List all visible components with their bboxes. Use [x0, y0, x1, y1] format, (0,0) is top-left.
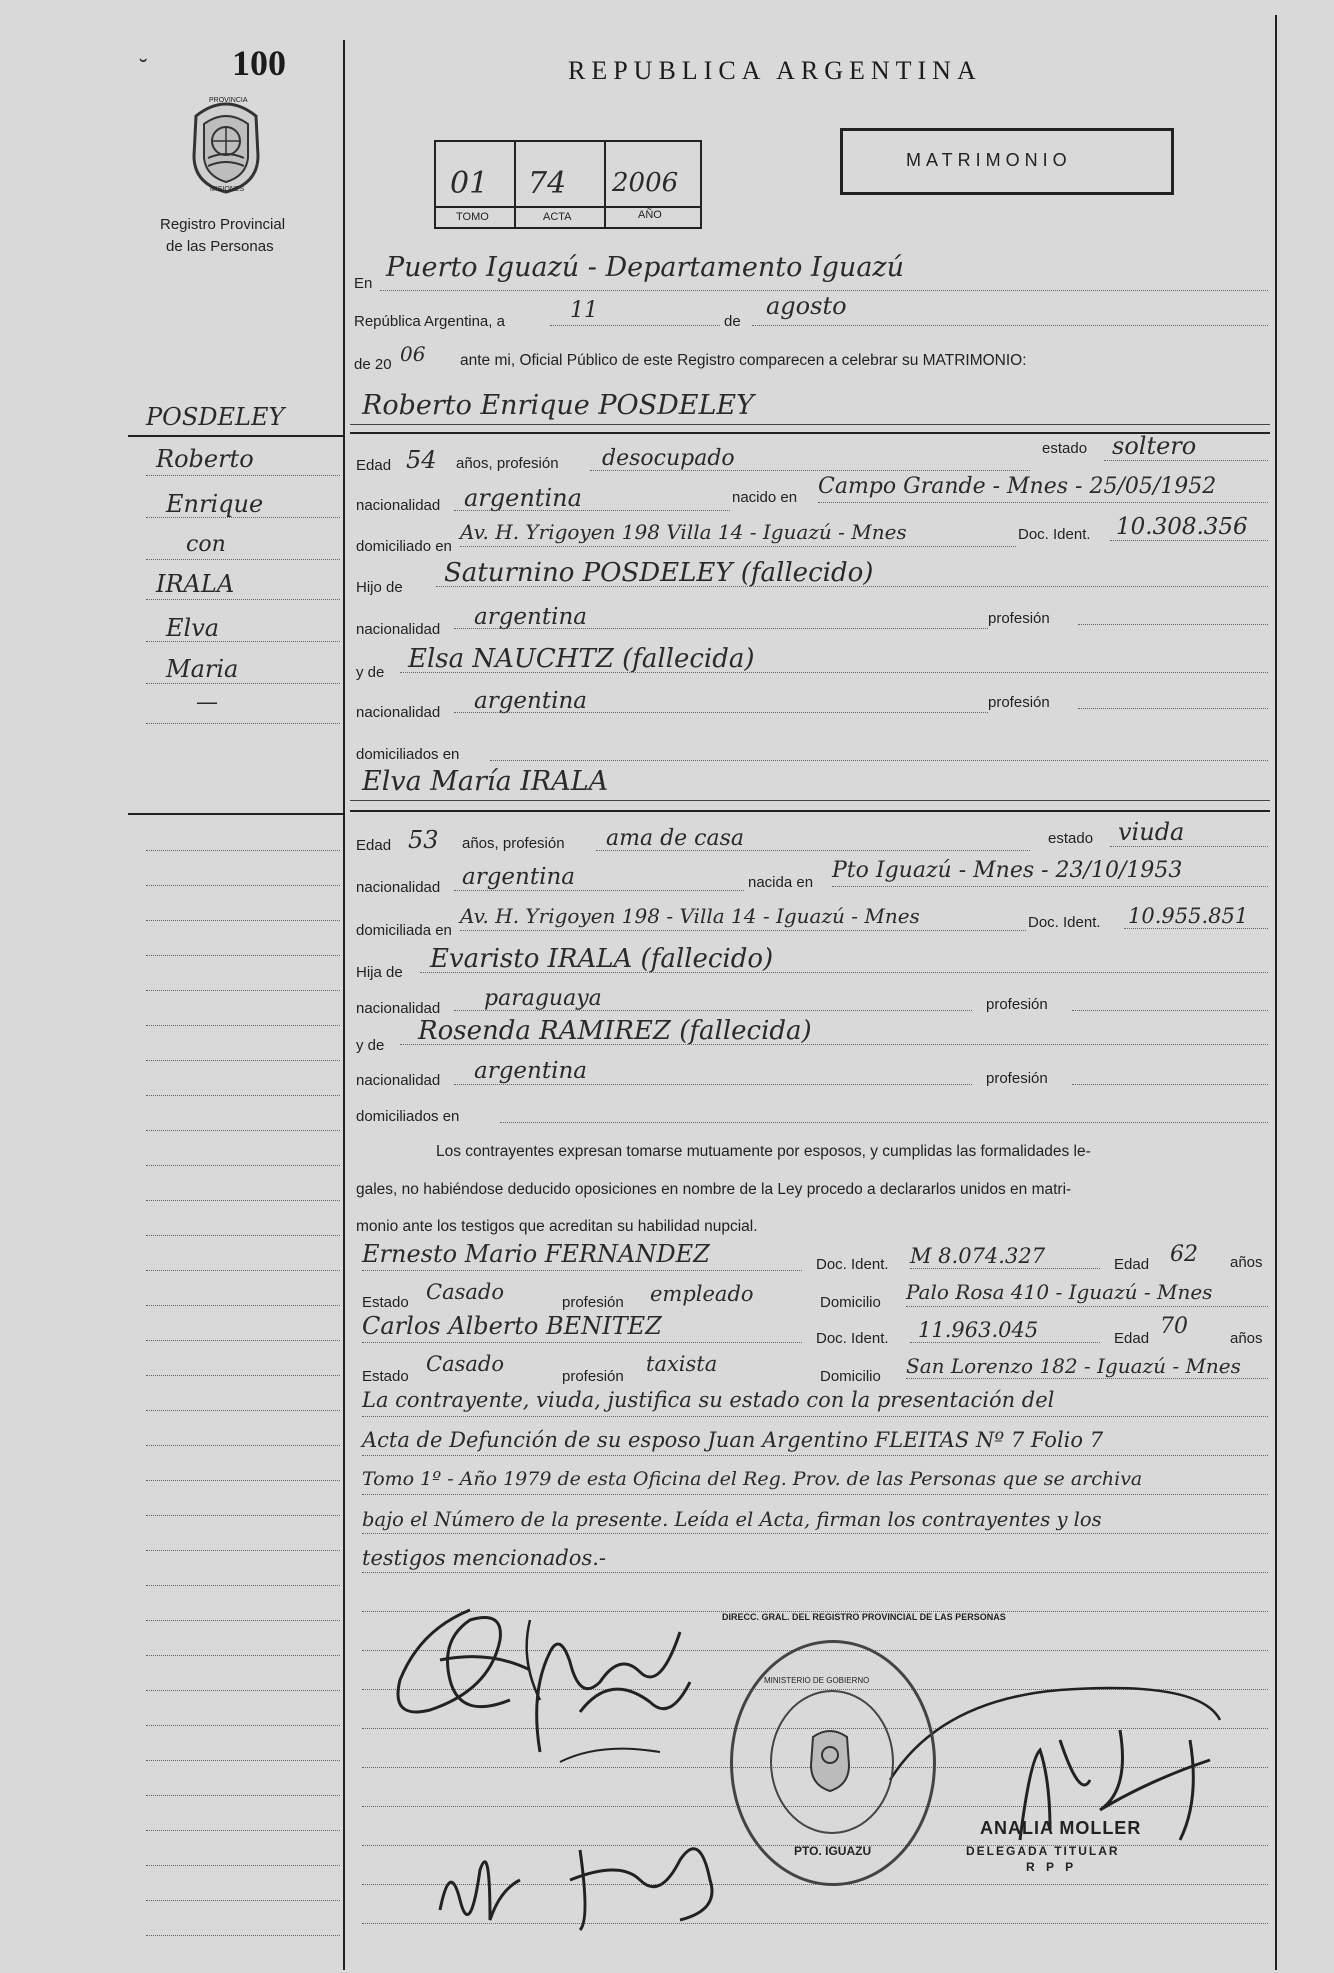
margin-ruling-line [146, 1795, 340, 1796]
margin-ruling-line [146, 641, 340, 642]
groom-address-label: domiciliado en [356, 538, 452, 555]
margin-ruling-line [146, 1410, 340, 1411]
margin-ruling-line [146, 920, 340, 921]
groom-parents-address-label: domiciliados en [356, 746, 460, 763]
witness-2-address-label: Domicilio [820, 1368, 881, 1385]
office-name-line1: Registro Provincial [160, 216, 286, 233]
groom-mother-line [400, 672, 1268, 673]
groom-mother-profession-label: profesión [988, 694, 1050, 711]
intro-de-label: de [724, 313, 741, 330]
intro-republica-label: República Argentina, a [354, 313, 505, 330]
intro-place-line [380, 290, 1268, 291]
anio-label: AÑO [638, 209, 662, 221]
bride-address-label: domiciliada en [356, 922, 452, 939]
bride-age: 53 [408, 826, 439, 854]
left-divider [343, 40, 345, 1970]
bride-parents-address-label: domiciliados en [356, 1108, 460, 1125]
bride-father: Evaristo IRALA (fallecido) [430, 944, 774, 974]
office-name-line2: de las Personas [166, 238, 274, 255]
groom-father-nationality: argentina [474, 604, 587, 630]
margin-ruling-line [146, 1655, 340, 1656]
official-title: DELEGADA TITULAR [966, 1844, 1120, 1858]
witness-2-status-label: Estado [362, 1368, 409, 1385]
witness-1-address-label: Domicilio [820, 1294, 881, 1311]
page-number: 100 [232, 43, 286, 83]
witness-2-name-line [362, 1342, 802, 1343]
intro-year-suffix: 06 [400, 342, 426, 366]
bride-section-rule [350, 810, 1270, 812]
margin-name-0: POSDELEY [146, 403, 285, 431]
anio-value: 2006 [612, 168, 679, 198]
bride-profession-label: años, profesión [462, 835, 565, 852]
margin-ruling-line [146, 1935, 340, 1936]
margin-ruling-line [146, 1830, 340, 1831]
register-divider-2 [604, 142, 606, 228]
signature-witness-2 [560, 1820, 730, 1940]
margin-name-6: Maria [166, 655, 239, 683]
note-line-4: bajo el Número de la presente. Leída el Acta, firman los contrayentes y los [362, 1508, 1102, 1531]
intro-year-prefix: de 20 [354, 356, 392, 373]
margin-ruling-line [146, 1515, 340, 1516]
bride-status: viuda [1118, 818, 1185, 846]
witness-1-profession-label: profesión [562, 1294, 624, 1311]
margin-ruling-line [146, 1620, 340, 1621]
groom-profession-label: años, profesión [456, 455, 559, 472]
margin-ruling-line [146, 1375, 340, 1376]
margin-name-4: IRALA [156, 570, 235, 598]
margin-ruling-line [146, 1305, 340, 1306]
witness-1-name-line [362, 1270, 802, 1271]
groom-status-line [1104, 460, 1268, 461]
bride-nationality-label: nacionalidad [356, 879, 441, 896]
body-ruling-line [362, 1572, 1268, 1573]
witness-2-address: San Lorenzo 182 - Iguazú - Mnes [906, 1354, 1241, 1378]
margin-ruling-line [146, 1550, 340, 1551]
seal-crest-icon [805, 1725, 855, 1795]
bride-address: Av. H. Yrigoyen 198 - Villa 14 - Iguazú - Mnes [460, 904, 920, 928]
witness-1-doc-line [910, 1268, 1100, 1269]
note-line-3: Tomo 1º - Año 1979 de esta Oficina del Reg. Prov. de las Personas que se archiva [362, 1468, 1143, 1490]
margin-ruling-line [146, 885, 340, 886]
margin-ruling-line [146, 850, 340, 851]
intro-month-line [752, 325, 1268, 326]
bride-profession-line [596, 850, 1030, 851]
bride-profession: ama de casa [606, 826, 745, 851]
witness-2-doc: 11.963.045 [918, 1318, 1039, 1342]
groom-father-profession-line [1078, 624, 1268, 625]
margin-ruling-line [146, 1130, 340, 1131]
margin-ruling-line [146, 1725, 340, 1726]
body-ruling-line [362, 1455, 1268, 1456]
acta-label: ACTA [543, 211, 572, 223]
margin-ruling-line [146, 723, 340, 724]
margin-ruling-line [146, 1095, 340, 1096]
signature-witness-1 [430, 1830, 530, 1950]
witness-2-status: Casado [426, 1352, 504, 1376]
bride-mother-profession-label: profesión [986, 1070, 1048, 1087]
margin-ruling-line [146, 955, 340, 956]
bride-status-line [1110, 846, 1268, 847]
register-divider-1 [514, 142, 516, 228]
bride-doc-label: Doc. Ident. [1028, 914, 1101, 931]
seal-bottom-text: PTO. IGUAZU [794, 1844, 872, 1858]
bride-nationality: argentina [462, 864, 575, 890]
note-line-5: testigos mencionados.- [362, 1546, 607, 1570]
right-border [1275, 15, 1277, 1970]
bride-father-nationality: paraguaya [484, 986, 602, 1011]
groom-father: Saturnino POSDELEY (fallecido) [444, 558, 874, 588]
witness-1-address-line [906, 1306, 1268, 1307]
bride-mother-nationality-label: nacionalidad [356, 1072, 441, 1089]
groom-father-nationality-label: nacionalidad [356, 621, 441, 638]
witness-2-age: 70 [1160, 1314, 1188, 1339]
margin-name-7: — [196, 690, 218, 715]
bride-father-nationality-line [454, 1010, 972, 1011]
margin-name-5: Elva [166, 614, 220, 642]
seal-inner-text: MINISTERIO DE GOBIERNO [764, 1676, 870, 1685]
bride-mother-profession-line [1072, 1084, 1268, 1085]
bride-parents-address-line [500, 1122, 1268, 1123]
groom-name-line [350, 424, 1270, 425]
groom-parents-address-line [490, 760, 1268, 761]
margin-ruling-line [146, 559, 340, 560]
witness-1-status-label: Estado [362, 1294, 409, 1311]
groom-nationality: argentina [464, 484, 582, 512]
intro-day-line [550, 325, 720, 326]
witness-2-profession: taxista [646, 1352, 718, 1376]
bride-doc-line [1124, 928, 1268, 929]
margin-rule-top [128, 435, 343, 437]
witness-2-profession-label: profesión [562, 1368, 624, 1385]
tomo-label: TOMO [456, 211, 489, 223]
body-ruling-line [362, 1494, 1268, 1495]
declaration-line-1: Los contrayentes expresan tomarse mutuamente por esposos, y cumplidas las formalidades le- [436, 1143, 1091, 1160]
bride-nationality-line [454, 890, 744, 891]
official-office: R P P [1026, 1860, 1078, 1874]
margin-ruling-line [146, 1340, 340, 1341]
margin-ruling-line [146, 599, 340, 600]
witness-1-age: 62 [1170, 1242, 1198, 1267]
bride-mother-line [400, 1044, 1268, 1045]
bride-doc: 10.955.851 [1128, 904, 1249, 928]
margin-ruling-line [146, 517, 340, 518]
bride-mother-label: y de [356, 1037, 385, 1054]
groom-mother-nationality-line [454, 712, 988, 713]
margin-ruling-line [146, 1760, 340, 1761]
margin-name-3: con [186, 532, 226, 557]
register-label-line [436, 206, 700, 208]
groom-birth-line [818, 502, 1268, 503]
margin-ruling-line [146, 1865, 340, 1866]
witness-1-doc: M 8.074.327 [910, 1244, 1046, 1268]
witness-2-doc-label: Doc. Ident. [816, 1330, 889, 1347]
country-title: REPUBLICA ARGENTINA [568, 56, 982, 85]
margin-ruling-line [146, 1690, 340, 1691]
bride-mother-nationality: argentina [474, 1058, 587, 1084]
margin-ruling-line [146, 1025, 340, 1026]
bride-father-nationality-label: nacionalidad [356, 1000, 441, 1017]
body-ruling-line [362, 1533, 1268, 1534]
bride-mother: Rosenda RAMIREZ (fallecida) [418, 1016, 812, 1046]
witness-1-years-label: años [1230, 1254, 1263, 1271]
margin-ruling-line [146, 1585, 340, 1586]
bride-name: Elva María IRALA [362, 766, 609, 797]
intro-month: agosto [766, 292, 847, 320]
intro-en-label: En [354, 275, 373, 292]
groom-profession-line [590, 470, 1030, 471]
tomo-value: 01 [450, 166, 489, 201]
bride-father-profession-label: profesión [986, 996, 1048, 1013]
groom-nationality-line [454, 510, 730, 511]
intro-day: 11 [570, 298, 598, 323]
margin-ruling-line [146, 475, 340, 476]
witness-1-name: Ernesto Mario FERNANDEZ [362, 1240, 710, 1268]
margin-ruling-line [146, 683, 340, 684]
groom-birth: Campo Grande - Mnes - 25/05/1952 [818, 474, 1217, 499]
groom-nationality-label: nacionalidad [356, 497, 441, 514]
witness-2-age-label: Edad [1114, 1330, 1150, 1347]
bride-birth-label: nacida en [748, 874, 814, 891]
witness-2-years-label: años [1230, 1330, 1263, 1347]
bride-age-label: Edad [356, 837, 392, 854]
intro-place: Puerto Iguazú - Departamento Iguazú [386, 252, 905, 283]
margin-ruling-line [146, 1445, 340, 1446]
margin-name-1: Roberto [156, 445, 254, 473]
declaration-line-3: monio ante los testigos que acreditan su habilidad nupcial. [356, 1218, 758, 1235]
bride-status-label: estado [1048, 830, 1094, 847]
groom-age: 54 [406, 446, 437, 474]
groom-father-label: Hijo de [356, 579, 403, 596]
bride-birth: Pto Iguazú - Mnes - 23/10/1953 [832, 858, 1183, 883]
groom-profession: desocupado [602, 446, 735, 471]
groom-birth-label: nacido en [732, 489, 798, 506]
body-ruling-line [362, 1416, 1268, 1417]
margin-rule-bottom [128, 813, 343, 815]
witness-2-name: Carlos Alberto BENITEZ [362, 1312, 662, 1340]
margin-ruling-line [146, 1200, 340, 1201]
dash-mark: ˘ [140, 55, 148, 80]
groom-age-label: Edad [356, 457, 392, 474]
note-line-2: Acta de Defunción de su esposo Juan Argentino FLEITAS Nº 7 Folio 7 [362, 1428, 1104, 1452]
provincial-crest-icon [186, 96, 266, 196]
margin-ruling-line [146, 1165, 340, 1166]
intro-comparecen: ante mi, Oficial Público de este Registro comparecen a celebrar su MATRIMONIO: [460, 352, 1027, 369]
groom-doc-label: Doc. Ident. [1018, 526, 1091, 543]
witness-1-doc-label: Doc. Ident. [816, 1256, 889, 1273]
groom-father-nationality-line [454, 628, 988, 629]
bride-name-line [350, 800, 1270, 801]
acta-value: 74 [528, 166, 567, 201]
groom-doc-line [1110, 540, 1268, 541]
witness-1-address: Palo Rosa 410 - Iguazú - Mnes [906, 1280, 1213, 1304]
bride-father-line [420, 972, 1268, 973]
bride-father-label: Hija de [356, 964, 403, 981]
groom-address-line [460, 546, 1016, 547]
margin-ruling-line [146, 1235, 340, 1236]
official-name: ANALIA MOLLER [980, 1818, 1142, 1838]
document-type: MATRIMONIO [906, 150, 1072, 170]
groom-status-label: estado [1042, 440, 1088, 457]
groom-address: Av. H. Yrigoyen 198 Villa 14 - Iguazú - Mnes [460, 520, 907, 544]
margin-ruling-line [146, 1060, 340, 1061]
witness-1-status: Casado [426, 1280, 504, 1304]
groom-mother: Elsa NAUCHTZ (fallecida) [408, 644, 755, 674]
groom-father-line [436, 586, 1268, 587]
margin-ruling-line [146, 990, 340, 991]
bride-father-profession-line [1072, 1010, 1268, 1011]
declaration-line-2: gales, no habiéndose deducido oposiciones en nombre de la Ley procedo a declararlos unidos en matri- [356, 1181, 1072, 1198]
crest-label-top: PROVINCIA [209, 97, 248, 104]
margin-ruling-line [146, 1900, 340, 1901]
margin-name-2: Enrique [166, 490, 264, 518]
crest-label-bottom: MISIONES [210, 186, 245, 193]
witness-2-address-line [906, 1378, 1268, 1379]
groom-mother-label: y de [356, 664, 385, 681]
bride-birth-line [832, 886, 1268, 887]
groom-doc: 10.308.356 [1116, 514, 1248, 540]
bride-address-line [460, 930, 1026, 931]
groom-mother-profession-line [1078, 708, 1268, 709]
note-line-1: La contrayente, viuda, justifica su estado con la presentación del [362, 1388, 1055, 1412]
signature-bride [520, 1612, 700, 1772]
seal-ring-text: DIRECC. GRAL. DEL REGISTRO PROVINCIAL DE LAS PERSONAS [722, 1612, 1006, 1622]
witness-2-doc-line [910, 1342, 1100, 1343]
groom-status: soltero [1112, 432, 1197, 460]
groom-mother-nationality-label: nacionalidad [356, 704, 441, 721]
groom-name: Roberto Enrique POSDELEY [362, 390, 754, 421]
margin-ruling-line [146, 1270, 340, 1271]
groom-mother-nationality: argentina [474, 688, 587, 714]
bride-mother-nationality-line [454, 1084, 972, 1085]
witness-1-age-label: Edad [1114, 1256, 1150, 1273]
witness-1-profession: empleado [650, 1282, 754, 1306]
groom-father-profession-label: profesión [988, 610, 1050, 627]
margin-ruling-line [146, 1480, 340, 1481]
